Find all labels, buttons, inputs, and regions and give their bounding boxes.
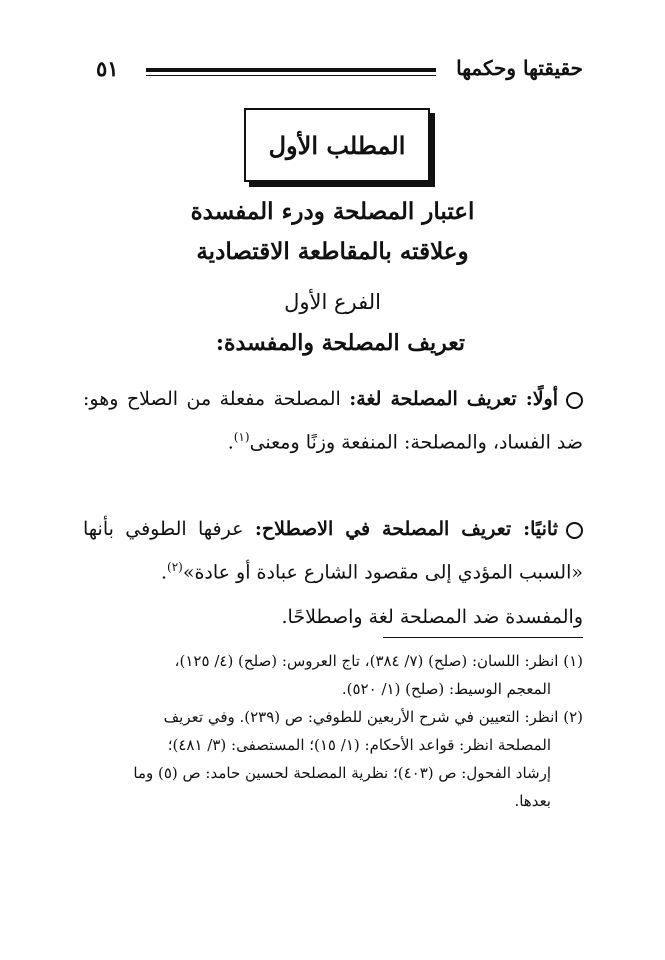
paragraph-text: والمفسدة ضد المصلحة لغة واصطلاحًا. [281, 606, 583, 628]
footnote-2-line-2: المصلحة انظر: قواعد الأحكام: (١/ ١٥)؛ المستصفى: (٣/ ٤٨١)؛ [167, 736, 551, 754]
footnote-2-line-3: إرشاد الفحول: ص (٤٠٣)؛ نظرية المصلحة لحسين حامد: ص (٥) وما [133, 764, 551, 782]
running-header [96, 56, 583, 90]
section-label-box [244, 108, 430, 182]
paragraph-text: المصلحة مفعلة من الصلاح وهو: ضد الفساد، والمصلحة: المنفعة وزنًا ومعنى [83, 388, 583, 454]
paragraph-lead: أولًا: تعريف المصلحة لغة: [349, 388, 558, 410]
subheading: تعريف المصلحة والمفسدة: [215, 330, 465, 356]
section-label: المطلب الأول [268, 130, 406, 160]
paragraph-lead: ثانيًا: تعريف المصلحة في الاصطلاح: [254, 518, 558, 540]
running-title: حقيقتها وحكمها [456, 56, 583, 80]
paragraph-linguistic-definition [83, 380, 583, 461]
branch-heading: الفرع الأول [284, 290, 381, 314]
circle-bullet-icon [566, 392, 583, 409]
paragraph-end: . [160, 561, 167, 584]
footnote-1-line-2: المعجم الوسيط: (صلح) (١/ ٥٢٠). [341, 680, 551, 698]
footnote-ref[interactable]: (٢) [167, 560, 183, 574]
footnote-2-line-4: بعدها. [514, 792, 551, 810]
paragraph-technical-definition [83, 510, 583, 591]
footnote-separator [383, 637, 583, 638]
circle-bullet-icon [566, 522, 583, 539]
main-heading-line-2: وعلاقته بالمقاطعة الاقتصادية [196, 238, 469, 265]
main-heading-line-1: اعتبار المصلحة ودرء المفسدة [190, 198, 475, 225]
footnote-1-line-1: (١) انظر: اللسان: (صلح) (٧/ ٣٨٤)، تاج العروس: (صلح) (٤/ ١٢٥)، [174, 652, 583, 670]
paragraph-mafsada [83, 598, 583, 636]
paragraph-end: . [227, 431, 234, 454]
footnote-ref[interactable]: (١) [233, 430, 250, 444]
footnotes [83, 647, 583, 815]
footnote-2-line-1: (٢) انظر: التعيين في شرح الأربعين للطوفي: ص (٢٣٩). وفي تعريف [163, 708, 583, 726]
page-number: ٥١ [96, 56, 119, 81]
header-rule [146, 68, 436, 76]
paragraph-text: عرفها الطوفي بأنها «السبب المؤدي إلى مقصود الشارع عبادة أو عادة» [83, 518, 583, 584]
